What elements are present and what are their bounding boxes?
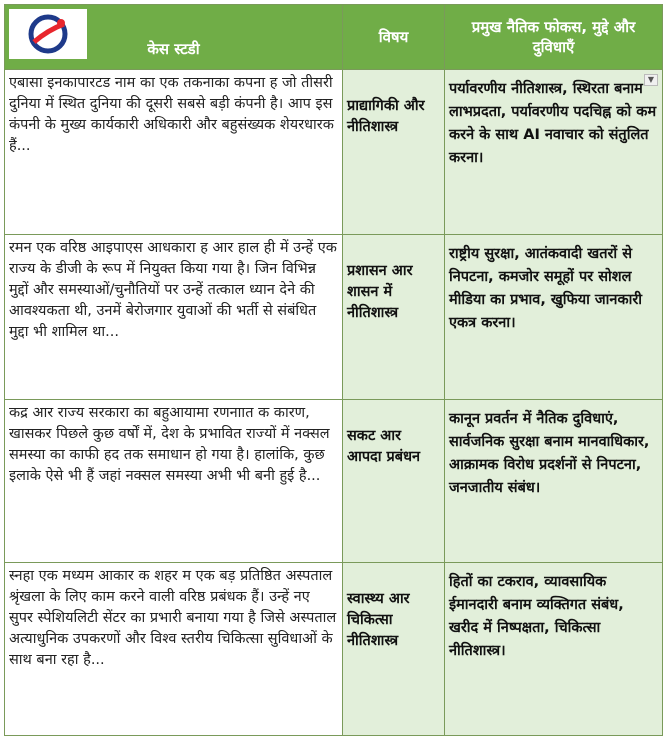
subject-cell: सकट आर आपदा प्रबंधन xyxy=(343,400,445,563)
table-row xyxy=(5,563,663,736)
header-subject-label: विषय xyxy=(378,28,409,46)
focus-text: पर्यावरणीय नीतिशास्त्र, स्थिरता बनाम लाभप्रदता, पर्यावरणीय पदचिह्न को कम करने के साथ AI नवाचार को संतुलित करना। xyxy=(449,81,657,166)
focus-cell: राष्ट्रीय सुरक्षा, आतंकवादी खतरों से निपटना, कमजोर समूहों पर सोशल मीडिया का प्रभाव, खुफिया जानकारी एकत्र करना। xyxy=(445,235,663,400)
case-study-table-wrapper xyxy=(4,4,662,736)
table-row xyxy=(5,400,663,563)
header-subject xyxy=(343,5,445,70)
table-row xyxy=(5,235,663,400)
focus-cell: कानून प्रवर्तन में नैतिक दुविधाएं, सार्वजनिक सुरक्षा बनाम मानवाधिकार, आक्रामक विरोध प्रदर्शनों से निपटना, जनजातीय संबंध। xyxy=(445,400,663,563)
focus-cell xyxy=(445,70,663,235)
case-cell: एबासा इनकापारटड नाम का एक तकनाका कपना ह जो तीसरी दुनिया में स्थित दुनिया की दूसरी सबसे बड़ी कंपनी है। आप इस कंपनी के मुख्य कार्यकारी अधिकारी और बहुसंख्यक शेयरधारक हैं... xyxy=(5,70,343,235)
subject-cell: प्राद्यागिकी और नीतिशास्त्र xyxy=(343,70,445,235)
case-cell: स्नहा एक मध्यम आकार क शहर म एक बड़ प्रतिष्ठित अस्पताल श्रृंखला के लिए काम करने वाली वरिष्ठ प्रबंधक हैं। उन्हें नए सुपर स्पेशियलिटी सेंटर का प्रभारी बनाया गया है जिसे अस्पताल अत्याधुनिक उपकरणों और विश्व स्तरीय चिकित्सा सुविधाओं के साथ बना रहा है... xyxy=(5,563,343,736)
dropdown-arrow-icon[interactable]: ▼ xyxy=(644,74,658,86)
subject-cell: स्वास्थ्य आर चिकित्सा नीतिशास्त्र xyxy=(343,563,445,736)
header-focus xyxy=(445,5,663,70)
header-case-study xyxy=(5,5,343,70)
table-row xyxy=(5,70,663,235)
subject-cell: प्रशासन आर शासन में नीतिशास्त्र xyxy=(343,235,445,400)
focus-cell: हितों का टकराव, व्यावसायिक ईमानदारी बनाम व्यक्तिगत संबंध, खरीद में निष्पक्षता, चिकित्सा नीतिशास्त्र। xyxy=(445,563,663,736)
case-cell: रमन एक वरिष्ठ आइपाएस आधकारा ह आर हाल ही में उन्हें एक राज्य के डीजी के रूप में नियुक्त किया गया है। जिन विभिन्न मुद्दों और समस्याओं/चुनौतियों पर उन्हें तत्काल ध्यान देने की आवश्यकता थी, उनमें बेरोजगार युवाओं की भर्ती से संबंधित मुद्दा भी शामिल था... xyxy=(5,235,343,400)
case-cell: कद्र आर राज्य सरकारा का बहुआयामा रणनाात क कारण, खासकर पिछले कुछ वर्षों में, देश के प्रभावित राज्यों में नक्सल समस्या का काफी हद तक समाधान हो गया है। हालांकि, कुछ इलाके ऐसे भी हैं जहां नक्सल समस्या अभी भी बनी हुई है... xyxy=(5,400,343,563)
case-study-table xyxy=(4,4,663,736)
header-focus-label: प्रमुख नैतिक फोकस, मुद्दे और दुविधाएँ xyxy=(471,18,636,56)
header-row xyxy=(5,5,663,70)
header-case-study-label: केस स्टडी xyxy=(147,40,200,58)
